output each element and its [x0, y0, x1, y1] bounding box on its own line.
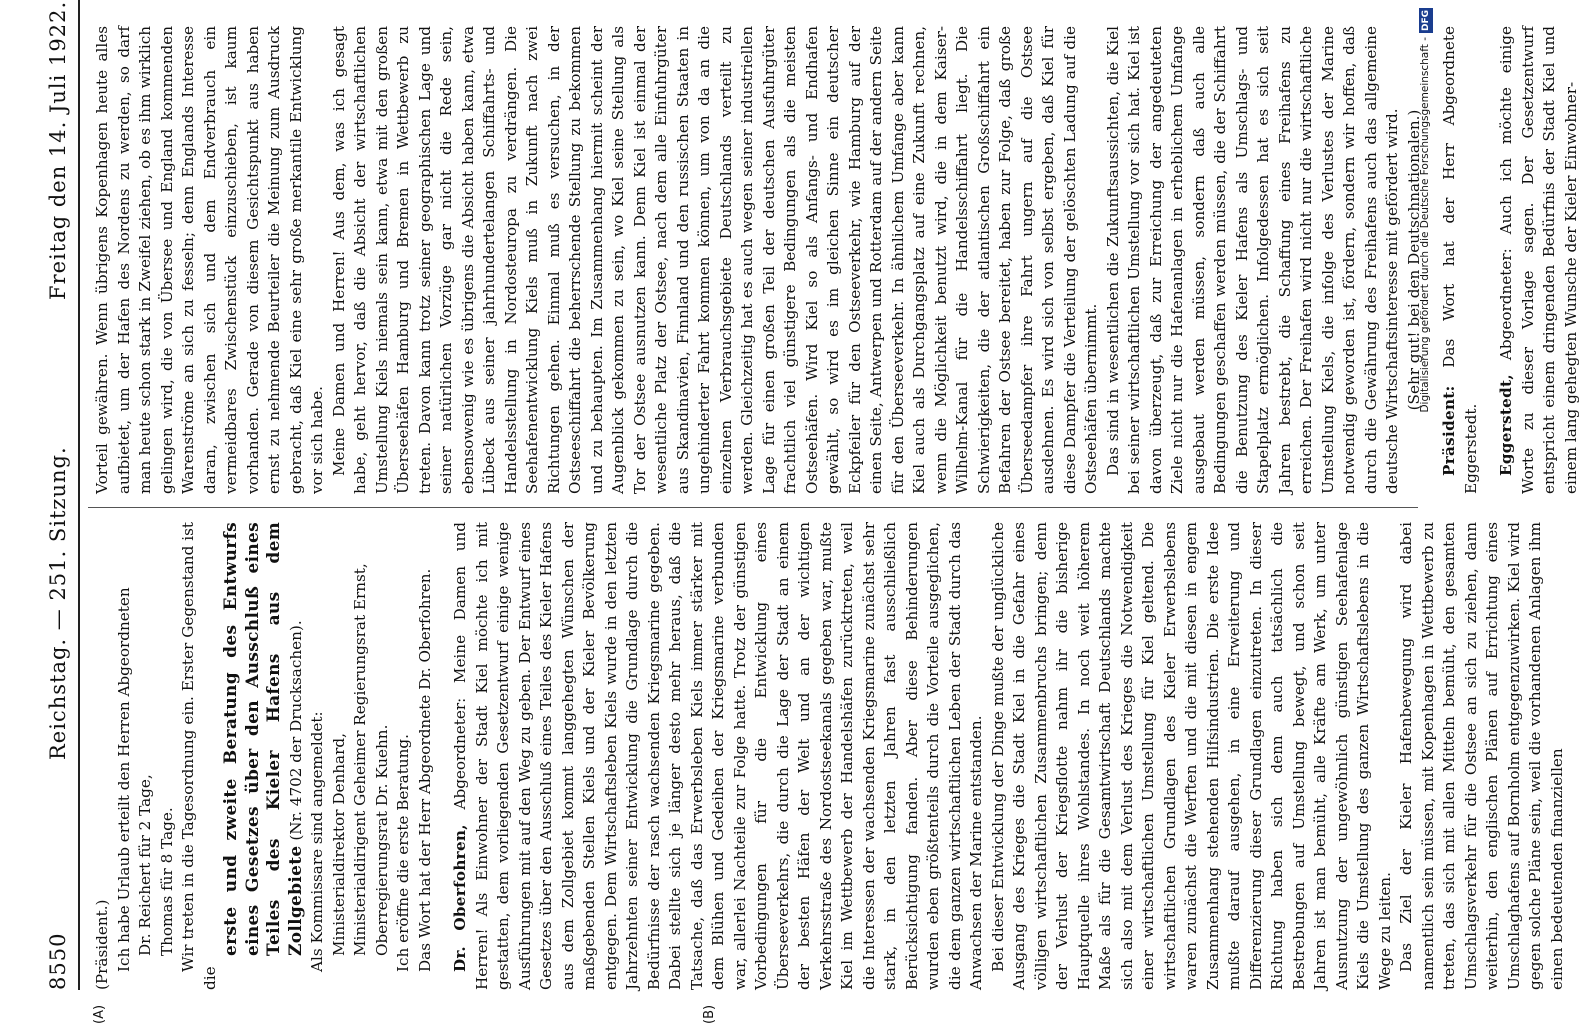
paragraph: Das Wort hat der Herr Abgeordnete Dr. Oberfohren. — [415, 568, 434, 972]
paragraph: Bei dieser Entwicklung der Dinge mußte der unglückliche Ausgang des Krieges die Stadt Kiel in die Gefahr eines völligen wirtschaftlichen Zusammenbruchs bringen; denn der Verlust der Kriegsflotte nahm ihr die bisherige Hauptquelle ihres Wohlstandes. In noch weit höherem Maße als für die Gesamtwirtschaft Deutschlands machte sich also mit dem Verlust des Krieges die Notwendigkeit einer wirtschaftlichen Umstellung für Kiel geltend. Die wirtschaftlichen Grundlagen des Kieler Erwerbslebens waren zunächst die Werften und die mit diesen in engem Zusammenhang stehenden Hilfsindustrien. Die erste Idee mußte darauf ausgehen, in eine Erweiterung und Differenzierung dieser Grundlagen einzutreten. In dieser Richtung haben sich denn auch tatsächlich die Bestrebungen auf Umstellung bewegt, und schon seit Jahren ist man bemüht, alle Kräfte am Werk, um unter Ausnutzung der ungewöhnlich günstigen Seehafenlage Kiels die Umstellung des ganzen Wirtschaftslebens in die Wege zu leiten. — [988, 522, 1394, 990]
column-divider — [88, 507, 1418, 508]
paragraph: Meine Damen und Herren! Aus dem, was ich gesagt habe, geht hervor, daß die Absicht der wirtschaftlichen Umstellung Kiels niemals sein kann, etwa mit den großen Überseehäfen Hamburg und Bremen in Wettbewerb zu treten. Davon kann trotz seiner geographischen Lage und seiner natürlichen Vorzüge gar nicht die Rede sein, ebensowenig wie es übrigens die Absicht haben kann, etwa Lübeck aus seiner jahrhundertelangen Schiffahrts- und Handelsstellung in Nordosteuropa zu verdrängen. Die Seehafenentwicklung Kiels muß in Zukunft nach zwei Richtungen gehen. Einmal muß es versuchen, in der Ostseeschiffahrt die beherrschende Stellung zu bekommen und zu behaupten. Im Zusammenhang hiermit scheint der Augenblick gekommen zu sein, wo Kiel seine Stellung als Tor der Ostsee ausnutzen kann. Denn Kiel ist einmal der wesentliche Platz der Ostsee, nach dem alle Einfuhrgüter aus Skandinavien, Finnland und den russischen Staaten in ungehinderter Fahrt kommen können, um von da an die einzelnen Verbrauchsgebiete Deutschlands verteilt zu werden. Gleichzeitig hat es auch wegen seiner industriellen Lage für einen großen Teil der deutschen Ausfuhrgüter frachtlich viel günstigere Bedingungen als die meisten Ostseehäfen. Wird Kiel so als Anfangs- und Endhafen gewählt, so wird es im gleichen Sinne ein deutscher Eckpfeiler für den Ostseeverkehr, wie Hamburg auf der einen Seite, Antwerpen und Rotterdam auf der andern Seite für den Überseeverkehr. In ähnlichem Umfange aber kann Kiel auch als Durchgangsplatz auf eine Zukunft rechnen, wenn die Möglichkeit benutzt wird, die in dem Kaiser-Wilhelm-Kanal für die Handelsschiffahrt liegt. Die Schwierigkeiten, die der atlantischen Großschiffahrt ein Befahren der Ostsee bereitet, haben zur Folge, daß große Überseedampfer ihre Fahrt ungern auf die Ostsee ausdehnen. Es wird sich von selbst ergeben, daß Kiel für diese Dampfer die Verteilung der gelöschten Ladung auf die Ostseehäfen übernimmt. — [329, 26, 1100, 494]
speaker-name: Dr. Oberfohren, — [451, 824, 469, 972]
paragraph: Das sind in wesentlichen die Zukunftsaussichten, die Kiel bei seiner wirtschaftlichen Umstellung vor sich hat. Kiel ist davon überzeugt, daß zur Erreichung der angedeuteten Ziele nicht nur die Hafenanlagen in erheblichem Umfange ausgebaut werden müssen, sondern daß auch alle Bedingungen geschaffen werden müssen, die der Schiffahrt die Benutzung des Kieler Hafens als Umschlags- und Stapelplatz ermöglichen. Infolgedessen hat es sich seit Jahren bestrebt, die Schaffung eines Freihafens zu erreichen. Der Freihafen wird nicht nur die wirtschaftliche Umstellung Kiels, die infolge des Verlustes der Marine notwendig geworden ist, fördern, sondern wir hoffen, daß durch die Gewährung des Freihafens auch das allgemeine deutsche Wirtschaftsinteresse mit gefördert wird. — [1103, 26, 1401, 494]
paragraph: Ich habe Urlaub erteilt den Herren Abgeordneten — [114, 587, 133, 972]
agenda-item — [221, 522, 307, 990]
left-column — [92, 522, 1566, 990]
paragraph: Dr. Reichert für 2 Tage, — [136, 774, 154, 956]
margin-mark-a: (A) — [92, 1004, 107, 1024]
credit-text: Digitalisierung gefördert durch die Deutsche Forschungsgemeinschaft - — [1419, 37, 1431, 413]
speech-text: Abgeordneter: Meine Damen und Herren! Als Einwohner der Stadt Kiel möchte ich mit gestatten, dem vorliegenden Gesetzentwurf einige wenige Ausführungen mit auf den Weg zu geben. Der Entwurf eines Gesetzes über den Ausschluß eines Teiles des Kieler Hafens aus dem Zollgebiet kommt langgehegten Wünschen der maßgebenden Stellen Kiels und der Kieler Bevölkerung entgegen. Dem Wirtschaftsleben Kiels wurde in den letzten Jahrzehnten seiner Entwicklung die Grundlage durch die Bedürfnisse der rasch wachsenden Kriegsmarine gegeben. Dabei stellte sich je länger desto mehr heraus, daß die Tatsache, daß das Erwerbsleben Kiels immer stärker mit dem Blühen und Gedeihen der Kriegsmarine verbunden war, allerlei Nachteile zur Folge hatte. Trotz der günstigen Vorbedingungen für die Entwicklung eines Überseeverkehrs, die durch die Lage der Stadt an einem der besten Häfen der Welt und an der wichtigen Verkehrsstraße des Nordostseekanals gegeben war, mußte Kiel im Wettbewerb der Handelshäfen zurücktreten, weil die Interessen der wachsenden Kriegsmarine zunächst sehr stark, in den letzten Jahren fast ausschließlich Berücksichtigung fanden. Aber diese Behinderungen wurden eben größtenteils durch die Vorteile ausgeglichen, die dem ganzen wirtschaftlichen Leben der Stadt durch das Anwachsen der Marine entstanden. — [451, 522, 985, 990]
paragraph: Ministerialdirektor Denhard, — [329, 733, 348, 956]
speech-text: Abgeordneter: Auch ich möchte einige Worte zu dieser Vorlage sagen. Der Gesetzentwurf entspricht einem dringenden Bedürfnis der Stadt Kiel und einem lang gehegten Wunsche der Kieler Einwohner- — [1497, 26, 1580, 494]
paragraph: Ich eröffne die erste Beratung. — [394, 734, 412, 972]
paragraph: Ministerialdirigent Geheimer Regierungsrat Ernst, — [351, 563, 369, 956]
margin-mark-b: (B) — [702, 1004, 717, 1024]
paragraph: Das Ziel der Kieler Hafenbewegung wird dabei namentlich sein müssen, mit Kopenhagen in Wettbewerb zu treten, das sich mit allen Mitteln bemüht, den gesamten Umschlagsverkehr für die Ostsee an sich zu ziehen, dann weiterhin, den englischen Plänen auf Errichtung eines Umschlaghafens auf Bornholm entgegenzuwirken. Kiel wird gegen solche Pläne sein, weil die vorhandenen Anlagen ihm einen bedeutenden finanziellen — [1397, 522, 1566, 990]
agenda-ref: (Nr. 4702 der Drucksachen). — [286, 620, 305, 841]
header-title: Reichstag. — 251. Sitzung. — [46, 446, 70, 760]
paragraph: Vorteil gewähren. Wenn übrigens Kopenhagen heute alles aufbietet, um der Hafen des Nordens zu werden, so darf man heute schon stark in Zweifel ziehen, ob es ihm wirklich gelingen wird, die von Übersee und England kommenden Warenströme an sich zu fesseln; denn Englands Interesse daran, zwischen sich und dem Endverbrauch ein vermeidbares Zwischenstück einzuschieben, ist kaum vorhanden. Gerade von diesem Gesichtspunkt aus haben ernst zu nehmende Beurteiler die Meinung zum Ausdruck gebracht, daß Kiel eine sehr große merkantile Entwicklung vor sich habe. — [93, 26, 326, 494]
dfg-logo: DFG — [1421, 10, 1431, 32]
paragraph: Oberregierungsrat Dr. Kuehn. — [372, 724, 391, 956]
speech-text: Das Wort hat der Herr Abgeordnete Eggerstedt. — [1440, 26, 1480, 494]
page-number: 8550 — [46, 932, 70, 990]
digitization-credit — [1418, 8, 1432, 992]
speaker-name: Präsident: — [1440, 385, 1458, 476]
paragraph: Als Kommissare sind angemeldet: — [308, 711, 326, 972]
agenda-title: erste und zweite Beratung des Entwurfs eines Gesetzes über den Ausschluß eines Teiles des Kieler Hafens aus dem Zollgebiete — [221, 522, 306, 956]
page-header — [38, 0, 80, 990]
speaker-note: (Präsident.) — [93, 899, 111, 990]
header-date: Freitag den 14. Juli 1922. — [46, 0, 70, 300]
paragraph: Wir treten in die Tagesordnung ein. Erster Gegenstand ist die — [179, 522, 219, 990]
speech-paragraph — [1496, 26, 1582, 494]
paragraph: Thomas für 8 Tage. — [157, 807, 176, 956]
speech-paragraph — [450, 522, 988, 990]
speaker-name: Eggerstedt, — [1497, 374, 1515, 476]
interjection: (Sehr gut! bei den Deutschnationalen.) — [1404, 109, 1423, 411]
rotated-page — [38, 0, 1580, 1024]
speech-paragraph — [1439, 26, 1482, 494]
